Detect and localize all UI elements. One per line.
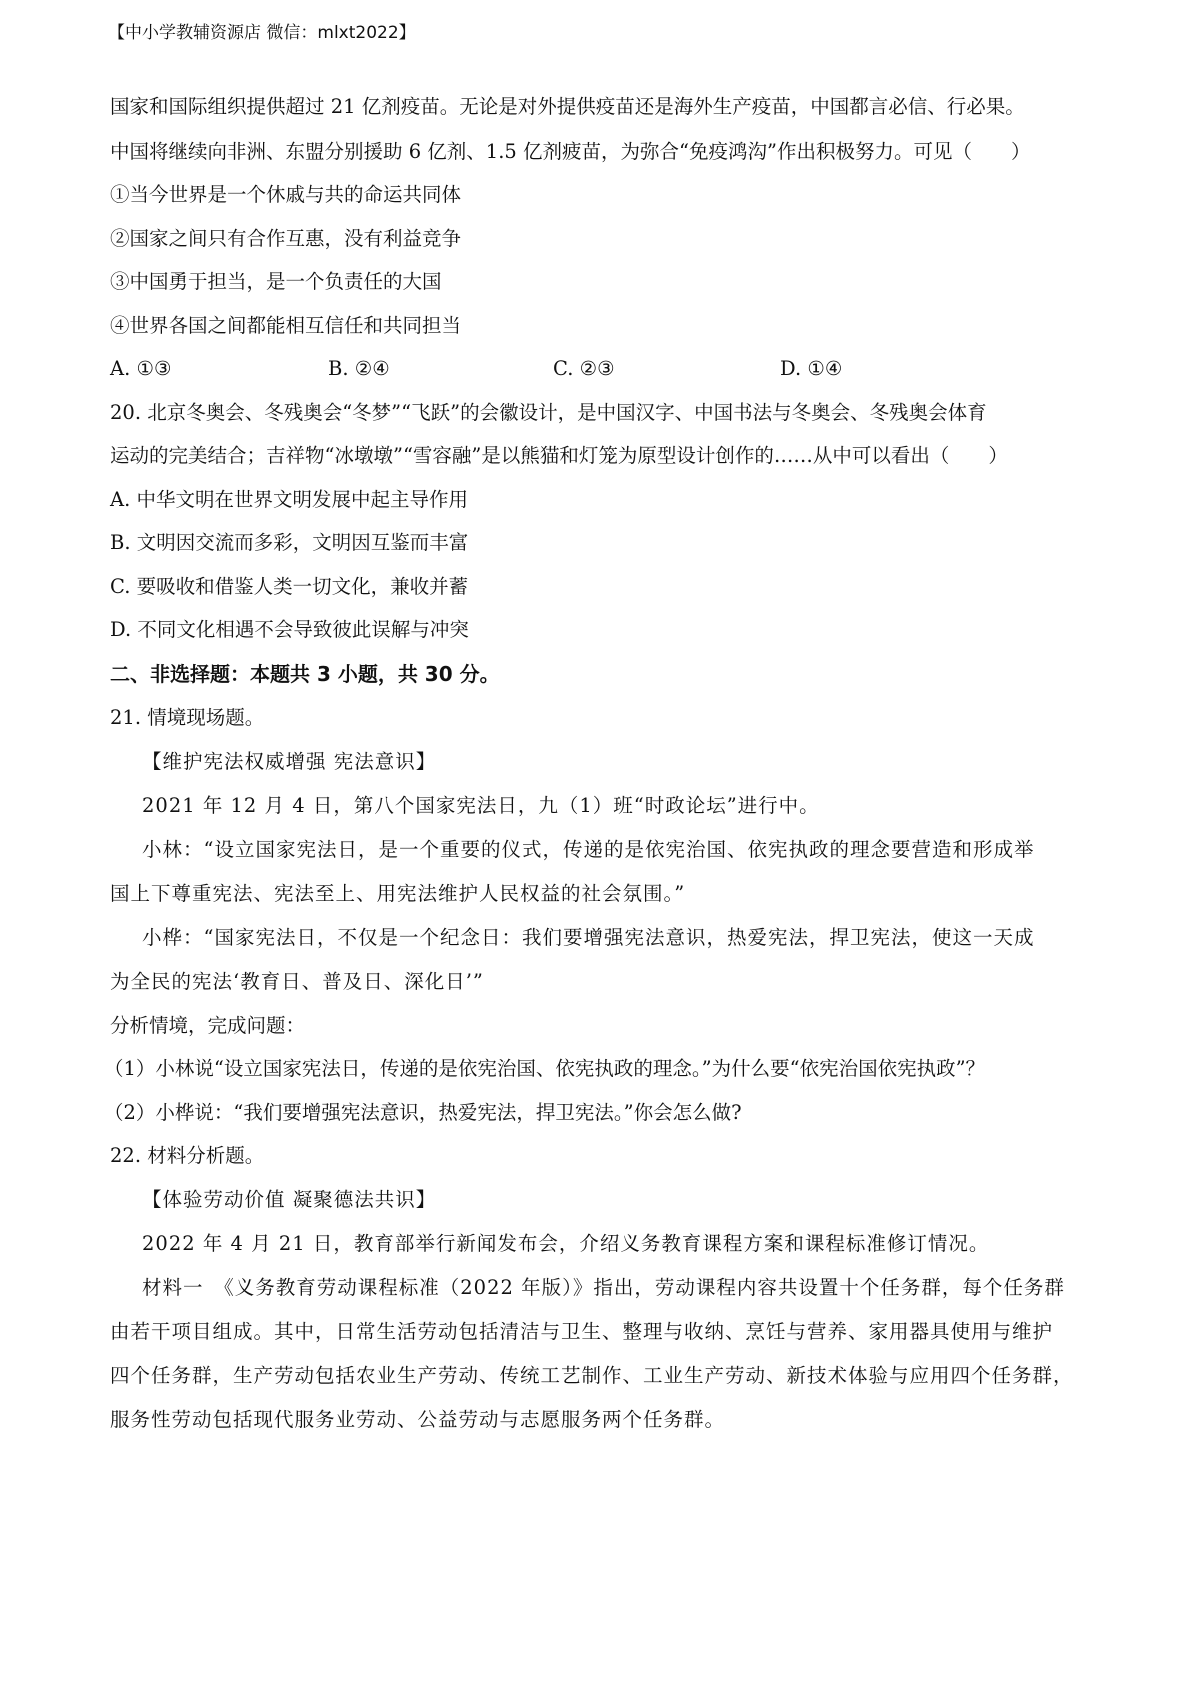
q21-paragraph-1: 2021 年 12 月 4 日，第八个国家宪法日，九（1）班“时政论坛”进行中。 bbox=[142, 794, 820, 817]
watermark-header: 【中小学教辅资源店 微信：mlxt2022】 bbox=[108, 23, 416, 43]
q20-line-2: 运动的完美结合；吉祥物“冰墩墩”“雪容融”是以熊猫和灯笼为原型设计创作的……从中可以看出（ ） bbox=[110, 444, 1008, 467]
q22-material-1c: 四个任务群，生产劳动包括农业生产劳动、传统工艺制作、工业生产劳动、新技术体验与应用四个任务群， bbox=[110, 1364, 1074, 1387]
q21-instruction: 分析情境，完成问题： bbox=[110, 1014, 306, 1037]
q19-statement-3: ③中国勇于担当，是一个负责任的大国 bbox=[110, 270, 442, 293]
q19-option-a: A. ①③ bbox=[110, 357, 172, 380]
q20-option-d: D. 不同文化相遇不会导致彼此误解与冲突 bbox=[110, 618, 469, 641]
q19-statement-4: ④世界各国之间都能相互信任和共同担当 bbox=[110, 314, 462, 337]
q21-title: 21. 情境现场题。 bbox=[110, 706, 265, 729]
q20-line-1: 20. 北京冬奥会、冬残奥会“冬梦”“飞跃”的会徽设计，是中国汉字、中国书法与冬奥会、冬残奥会体育 bbox=[110, 401, 987, 424]
q22-theme: 【体验劳动价值 凝聚德法共识】 bbox=[142, 1188, 437, 1211]
section-title: 二、非选择题：本题共 3 小题，共 30 分。 bbox=[110, 662, 500, 686]
q21-subquestion-2: （2）小桦说：“我们要增强宪法意识，热爱宪法，捍卫宪法。”你会怎么做? bbox=[104, 1101, 742, 1124]
q19-option-d: D. ①④ bbox=[780, 357, 843, 380]
q22-title: 22. 材料分析题。 bbox=[110, 1144, 265, 1167]
q19-option-b: B. ②④ bbox=[328, 357, 390, 380]
q19-line-1: 国家和国际组织提供超过 21 亿剂疫苗。无论是对外提供疫苗还是海外生产疫苗，中国都言必信、行必果。 bbox=[110, 95, 1025, 118]
q20-option-a: A. 中华文明在世界文明发展中起主导作用 bbox=[110, 488, 468, 511]
q21-subquestion-1: （1）小林说“设立国家宪法日，传递的是依宪治国、依宪执政的理念。”为什么要“依宪治国依宪执政”？ bbox=[104, 1057, 986, 1080]
q19-option-c: C. ②③ bbox=[553, 357, 615, 380]
q21-paragraph-3a: 小桦：“国家宪法日，不仅是一个纪念日：我们要增强宪法意识，热爱宪法，捍卫宪法，使这一天成 bbox=[142, 926, 1035, 949]
q21-paragraph-3b: 为全民的宪法‘教育日、普及日、深化日’” bbox=[110, 970, 484, 993]
q21-theme: 【维护宪法权威增强 宪法意识】 bbox=[142, 750, 437, 773]
q22-material-1d: 服务性劳动包括现代服务业劳动、公益劳动与志愿服务两个任务群。 bbox=[110, 1408, 726, 1431]
q20-option-c: C. 要吸收和借鉴人类一切文化，兼收并蓄 bbox=[110, 575, 469, 598]
q21-paragraph-2b: 国上下尊重宪法、宪法至上、用宪法维护人民权益的社会氛围。” bbox=[110, 882, 686, 905]
q20-option-b: B. 文明因交流而多彩，文明因互鉴而丰富 bbox=[110, 531, 469, 554]
q19-statement-1: ①当今世界是一个休戚与共的命运共同体 bbox=[110, 183, 462, 206]
q19-line-2: 中国将继续向非洲、东盟分别援助 6 亿剂、1.5 亿剂疲苗，为弥合“免疫鸿沟”作出积极努力。可见（ ） bbox=[110, 140, 1031, 163]
q19-statement-2: ②国家之间只有合作互惠，没有利益竞争 bbox=[110, 227, 462, 250]
q22-paragraph-1: 2022 年 4 月 21 日，教育部举行新闻发布会，介绍义务教育课程方案和课程标准修订情况。 bbox=[142, 1232, 990, 1255]
q22-material-1a: 材料一 《义务教育劳动课程标准（2022 年版）》指出，劳动课程内容共设置十个任务群，每个任务群 bbox=[142, 1276, 1065, 1299]
q21-paragraph-2a: 小林：“设立国家宪法日，是一个重要的仪式，传递的是依宪治国、依宪执政的理念要营造和形成举 bbox=[142, 838, 1035, 861]
q22-material-1b: 由若干项目组成。其中，日常生活劳动包括清洁与卫生、整理与收纳、烹饪与营养、家用器具使用与维护 bbox=[110, 1320, 1054, 1343]
